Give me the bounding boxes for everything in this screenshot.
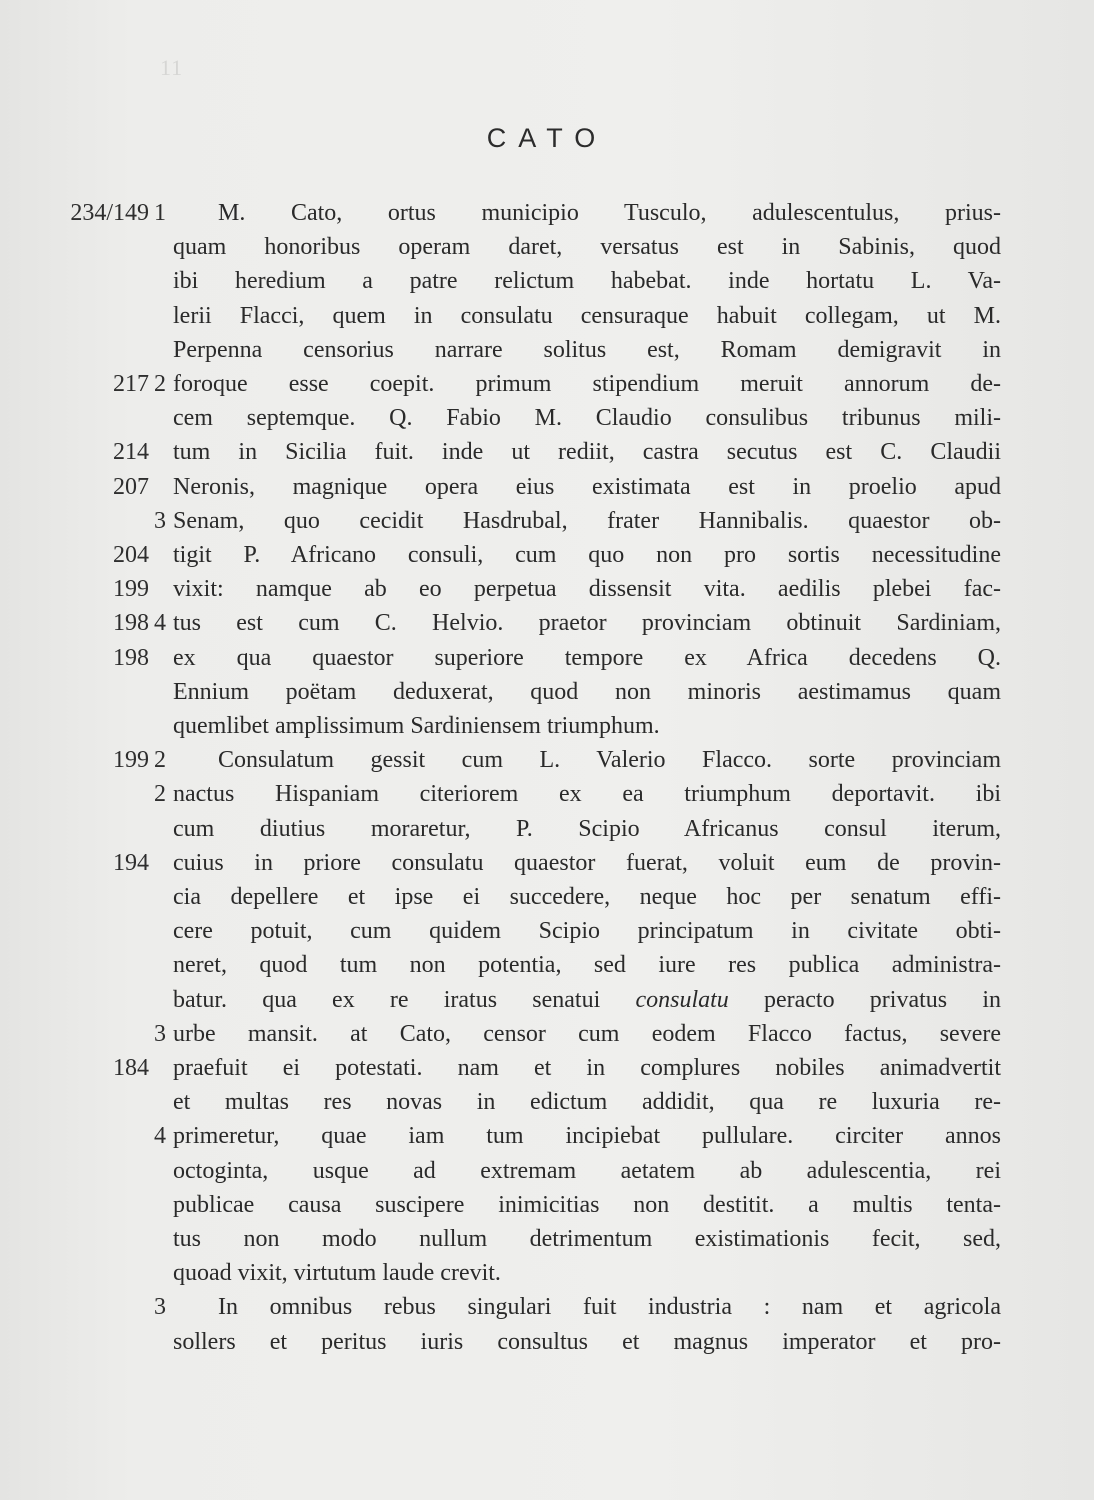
line-text: tum in Sicilia fuit. inde ut rediit, castra secutus est C. Claudii	[173, 439, 1001, 466]
line-text: Perpenna censorius narrare solitus est, Romam demigravit in	[173, 336, 1001, 363]
text-line	[0, 1188, 1094, 1222]
text-line	[0, 504, 1094, 538]
line-text: lerii Flacci, quem in consulatu censuraque habuit collegam, ut M.	[173, 302, 1001, 329]
chapter-title: CATO	[486, 123, 608, 153]
text-line	[0, 572, 1094, 606]
line-text: M. Cato, ortus municipio Tusculo, adulescentulus, prius-	[218, 200, 1001, 226]
text-line	[0, 538, 1094, 572]
text-line	[0, 196, 1094, 230]
line-text: primeretur, quae iam tum incipiebat pullulare. circiter annos	[173, 1123, 1001, 1150]
line-text: In omnibus rebus singulari fuit industria : nam et agricola	[218, 1294, 1001, 1321]
section-number: 4	[154, 610, 166, 637]
year-margin-note: 194	[113, 849, 149, 876]
line-text: nactus Hispaniam citeriorem ex ea triumphum deportavit. ibi	[173, 781, 1001, 808]
line-text: vixit: namque ab eo perpetua dissensit vita. aedilis plebei fac-	[173, 576, 1001, 603]
text-line	[0, 367, 1094, 401]
line-text: neret, quod tum non potentia, sed iure res publica administra-	[173, 952, 1001, 979]
text-line	[0, 709, 1094, 743]
text-line	[0, 1119, 1094, 1153]
line-text: octoginta, usque ad extremam aetatem ab adulescentia, rei	[173, 1157, 1001, 1184]
text-line	[0, 1154, 1094, 1188]
year-margin-note: 198	[113, 644, 149, 671]
line-text: foroque esse coepit. primum stipendium meruit annorum de-	[173, 371, 1001, 397]
text-line	[0, 675, 1094, 709]
text-line	[0, 1290, 1094, 1324]
text-line	[0, 777, 1094, 811]
section-number: 2	[154, 371, 166, 397]
line-text: et multas res novas in edictum addidit, qua re luxuria re-	[173, 1089, 1001, 1116]
section-number: 2	[154, 747, 166, 774]
line-text: tus est cum C. Helvio. praetor provinciam obtinuit Sardiniam,	[173, 610, 1001, 637]
year-margin-note: 199	[113, 576, 149, 603]
text-line	[0, 1085, 1094, 1119]
line-text-part: batur. qua ex re iratus senatui	[173, 986, 636, 1013]
text-line	[0, 299, 1094, 333]
text-line	[0, 846, 1094, 880]
year-margin-note: 204	[113, 542, 149, 568]
text-line	[0, 948, 1094, 982]
section-number: 2	[154, 781, 166, 808]
line-text-part: peracto privatus in	[728, 986, 1001, 1013]
section-number: 3	[154, 1020, 166, 1047]
line-text: tus non modo nullum detrimentum existimationis fecit, sed,	[173, 1226, 1001, 1252]
text-line	[0, 435, 1094, 469]
text-line	[0, 333, 1094, 367]
text-line	[0, 743, 1094, 777]
year-margin-note: 184	[113, 1055, 149, 1081]
text-line	[0, 812, 1094, 846]
line-text: ex qua quaestor superiore tempore ex Africa decedens Q.	[173, 644, 1001, 671]
year-margin-note: 207	[113, 473, 149, 500]
year-margin-note: 217	[113, 371, 149, 397]
line-text: Consulatum gessit cum L. Valerio Flacco. sorte provinciam	[218, 747, 1001, 774]
line-text	[173, 983, 1001, 1017]
year-margin-note: 214	[113, 439, 149, 466]
line-text: cem septemque. Q. Fabio M. Claudio consulibus tribunus mili-	[173, 405, 1001, 432]
line-text: Neronis, magnique opera eius existimata est in proelio apud	[173, 473, 1001, 500]
running-head: 11	[160, 55, 184, 80]
line-text: cuius in priore consulatu quaestor fuerat, voluit eum de provin-	[173, 849, 1001, 876]
line-text: quemlibet amplissimum Sardiniensem triumphum.	[173, 713, 660, 739]
text-line	[0, 1222, 1094, 1256]
text-line	[0, 401, 1094, 435]
line-text: cum diutius moraretur, P. Scipio Africanus consul iterum,	[173, 815, 1001, 842]
line-text: cia depellere et ipse ei succedere, neque hoc per senatum effi-	[173, 884, 1001, 910]
text-line	[0, 230, 1094, 264]
text-line	[0, 983, 1094, 1017]
text-line	[0, 264, 1094, 298]
text-line	[0, 1256, 1094, 1290]
text-line	[0, 1325, 1094, 1359]
text-line	[0, 641, 1094, 675]
line-text: quam honoribus operam daret, versatus est in Sabinis, quod	[173, 234, 1001, 261]
line-text: urbe mansit. at Cato, censor cum eodem Flacco factus, severe	[173, 1020, 1001, 1047]
line-text: praefuit ei potestati. nam et in complures nobiles animadvertit	[173, 1055, 1001, 1081]
text-line	[0, 1051, 1094, 1085]
line-text: publicae causa suscipere inimicitias non destitit. a multis tenta-	[173, 1191, 1001, 1218]
line-text: Ennium poëtam deduxerat, quod non minoris aestimamus quam	[173, 678, 1001, 705]
year-margin-note: 234/149	[70, 200, 149, 226]
year-margin-note: 198	[113, 610, 149, 637]
line-text: tigit P. Africano consuli, cum quo non pro sortis necessitudine	[173, 542, 1001, 568]
year-margin-note: 199	[113, 747, 149, 774]
line-text: cere potuit, cum quidem Scipio principatum in civitate obti-	[173, 918, 1001, 945]
line-text: ibi heredium a patre relictum habebat. inde hortatu L. Va-	[173, 268, 1001, 295]
section-number: 1	[154, 200, 166, 226]
text-line	[0, 914, 1094, 948]
section-number: 3	[154, 507, 166, 534]
line-text: Senam, quo cecidit Hasdrubal, frater Hannibalis. quaestor ob-	[173, 507, 1001, 534]
section-number: 3	[154, 1294, 166, 1321]
section-number: 4	[154, 1123, 166, 1150]
italic-word: consulatu	[635, 986, 729, 1013]
line-text: sollers et peritus iuris consultus et magnus imperator et pro-	[173, 1328, 1001, 1355]
text-line	[0, 606, 1094, 640]
text-line	[0, 880, 1094, 914]
line-text: quoad vixit, virtutum laude crevit.	[173, 1260, 501, 1287]
text-line	[0, 470, 1094, 504]
text-line	[0, 1017, 1094, 1051]
